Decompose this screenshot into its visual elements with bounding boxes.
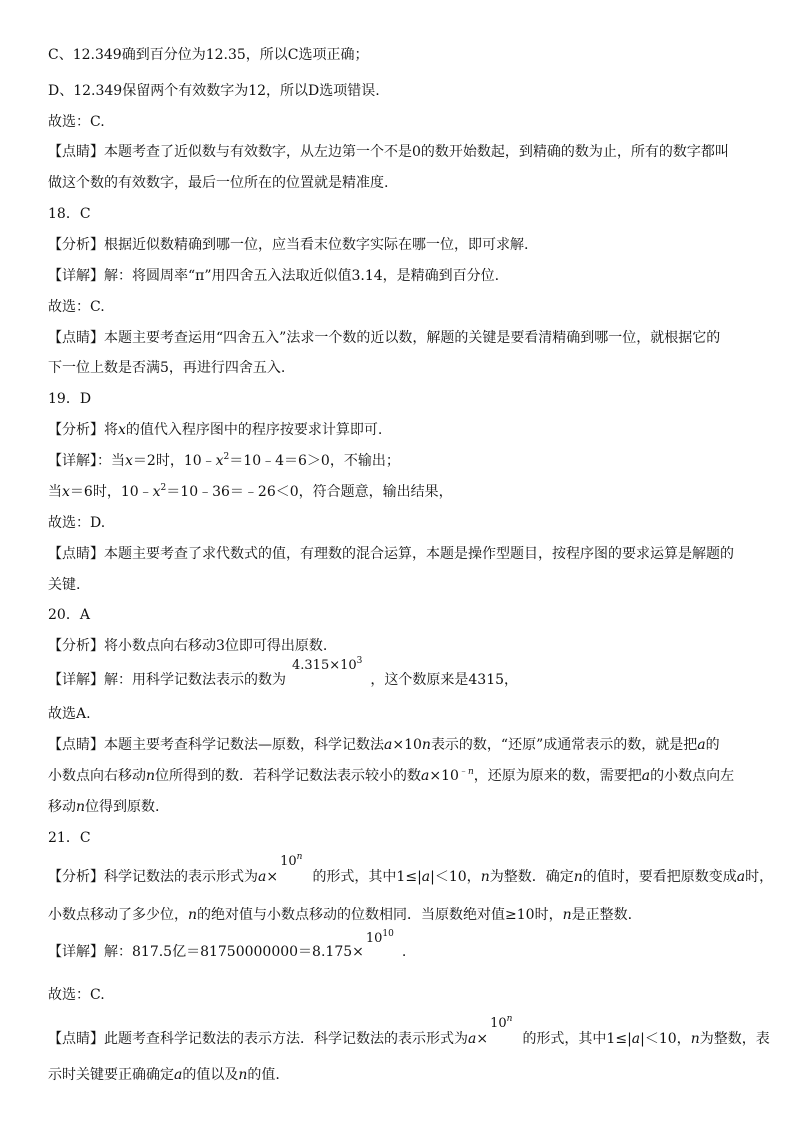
text-line: 做这个数的有效数字，最后一位所在的位置就是精准度.: [48, 175, 389, 191]
text-line: 【点睛】此题考查科学记数法的表示方法．科学记数法的表示形式为$a\times 10^n$的形式，其中1≤|a|＜10，n为整数，表: [48, 1014, 770, 1047]
text-line: 故选：C.: [48, 299, 105, 315]
question-number: 21．C: [48, 830, 91, 846]
text-line: 【详解】解：817.5亿$=81750000000=8.175\times 10^{10}$.: [48, 929, 407, 960]
text-line: C、12.349确到百分位为12.35，所以C选项正确；: [48, 47, 369, 63]
text-line: 【分析】根据近似数精确到哪一位，应当看末位数字实际在哪一位，即可求解.: [48, 237, 529, 253]
text-line: 移动n位得到原数.: [48, 799, 160, 815]
formula: 10$^n$: [280, 852, 303, 869]
text-line: 【点睛】本题主要考查科学记数法—原数，科学记数法a×10n表示的数，“还原”成通常表示的数，就是把a的: [48, 737, 720, 753]
text-line: 下一位上数是否满5，再进行四舍五入.: [48, 360, 286, 376]
formula: $10^{10}$: [365, 929, 394, 946]
question-number: 20．A: [48, 607, 90, 623]
formula: $4.315\times 10^3$: [292, 656, 363, 673]
text-line: 故选：C.: [48, 987, 105, 1003]
text-line: 【点睛】本题考查了近似数与有效数字，从左边第一个不是0的数开始数起，到精确的数为止，所有的数字都叫: [48, 144, 729, 160]
text-line: 示时关键要正确确定a的值以及n的值.: [48, 1067, 280, 1083]
text-line: 【点睛】本题主要考查了求代数式的值，有理数的混合运算，本题是操作型题目，按程序图的要求运算是解题的: [48, 546, 734, 562]
text-line: 【分析】将x的值代入程序图中的程序按要求计算即可.: [48, 422, 383, 438]
text-line: 【详解】解：用科学记数法表示的数为$4.315\times 10^3$，这个数原来是4315，: [48, 656, 519, 688]
text-line: 故选：D.: [48, 515, 106, 531]
text-line: 【详解】：当x＝2时，$10﹣x^2=10﹣4=6>0$，不输出；: [48, 452, 400, 469]
text-line: 故选：C.: [48, 114, 105, 130]
text-line: 关键.: [48, 577, 81, 593]
text-line: 【点睛】本题主要考查运用“四舍五入”法求一个数的近以数，解题的关键是要看清精确到哪一位，就根据它的: [48, 330, 721, 346]
question-number: 19．D: [48, 391, 92, 407]
text-line: 【分析】将小数点向右移动3位即可得出原数.: [48, 638, 328, 654]
text-line: 当x＝6时，$10﹣x^2=10﹣36=﹣26<0$，符合题意，输出结果，: [48, 483, 453, 500]
formula: 10$^n$: [490, 1014, 513, 1031]
text-line: 故选A.: [48, 706, 91, 722]
text-line: D、12.349保留两个有效数字为12，所以D选项错误.: [48, 83, 380, 99]
text-line: 小数点移动了多少位，n的绝对值与小数点移动的位数相同．当原数绝对值≥10时，n是正整数.: [48, 907, 633, 923]
text-line: 小数点向右移动n位所得到的数．若科学记数法表示较小的数$a\times 10^{﹣n}$，还原为原来的数，需要把a的小数点向左: [48, 767, 735, 784]
text-line: 【分析】科学记数法的表示形式为$a\times 10^n$的形式，其中1≤|a|＜10，n为整数．确定n的值时，要看把原数变成a时，: [48, 852, 774, 885]
question-number: 18．C: [48, 206, 91, 222]
text-line: 【详解】解：将圆周率“π”用四舍五入法取近似值3.14，是精确到百分位.: [48, 268, 500, 284]
